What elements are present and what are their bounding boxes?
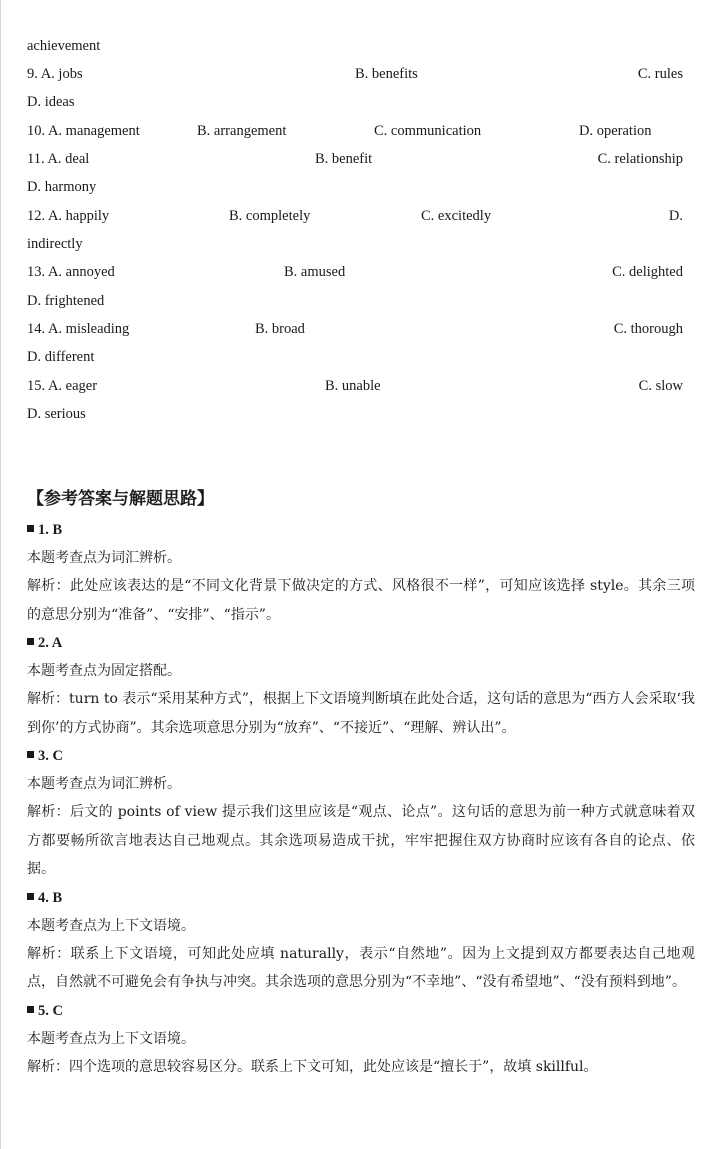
answer-number-text: 4. B	[38, 889, 63, 906]
carry-over-text: achievement	[27, 38, 101, 54]
answer-explanation: 解析：后文的 points of view 提示我们这里应该是“观点、论点”。这句话的意思为前一种方式就意味着双方都要畅所欲言地表达自己地观点。其余选项易造成干扰，牢牢把握住双方协商时应该有各自的论点、依据。	[27, 804, 695, 877]
q10-option-d: D. operation	[579, 123, 652, 139]
answer-explanation: 解析：联系上下文语境，可知此处应填 naturally，表示“自然地”。因为上文提到双方都要表达自己地观点，自然就不可避免会有争执与冲突。其余选项的意思分别为“不幸地”、“没有希望地”、“没有预料到地”。	[27, 945, 695, 990]
question-15-options	[27, 376, 683, 396]
q9-option-b: B. benefits	[355, 66, 418, 82]
q13-option-d: D. frightened	[27, 293, 105, 309]
q12-option-b: B. completely	[229, 208, 311, 224]
q10-option-c: C. communication	[374, 123, 482, 139]
q15-option-c: C. slow	[638, 378, 683, 394]
answer-explanation: 解析：turn to 表示“采用某种方式”，根据上下文语境判断填在此处合适，这句话的意思为“西方人会采取‘我到你’的方式协商”。其余选项意思分别为“放弃”、“不接近”、“理解、辨认出”。	[27, 691, 695, 736]
q11-option-a: 11. A. deal	[27, 151, 90, 167]
q10-option-a: 10. A. management	[27, 123, 140, 139]
q15-option-a: 15. A. eager	[27, 378, 98, 394]
answer-topic: 本题考查点为上下文语境。	[27, 1030, 195, 1047]
answer-topic: 本题考查点为上下文语境。	[27, 917, 195, 934]
answer-item	[27, 742, 695, 884]
q13-option-a: 13. A. annoyed	[27, 264, 115, 280]
bullet-square-icon	[27, 525, 34, 532]
question-9-options	[27, 64, 683, 84]
q9-option-d: D. ideas	[27, 94, 75, 110]
q14-option-b: B. broad	[255, 321, 305, 337]
q12-option-a: 12. A. happily	[27, 208, 110, 224]
answer-item	[27, 629, 695, 742]
bullet-square-icon	[27, 893, 34, 900]
answer-number	[27, 884, 695, 912]
answer-explanation: 解析：此处应该表达的是“不同文化背景下做决定的方式、风格很不一样”，可知应该选择 style。其余三项的意思分别为“准备”、“安排”、“指示”。	[27, 578, 695, 623]
answer-topic: 本题考查点为词汇辨析。	[27, 776, 181, 792]
answer-number-text: 5. C	[38, 1002, 63, 1019]
answer-number	[27, 516, 695, 544]
q15-option-d: D. serious	[27, 406, 86, 422]
q10-option-b: B. arrangement	[197, 123, 287, 139]
question-14-options	[27, 319, 683, 339]
bullet-square-icon	[27, 1006, 34, 1013]
question-10-options	[27, 121, 663, 141]
q12-option-d-label: D.	[668, 208, 683, 224]
q14-option-c: C. thorough	[613, 321, 683, 337]
question-11-options	[27, 149, 683, 169]
q9-option-a: 9. A. jobs	[27, 66, 83, 82]
bullet-square-icon	[27, 638, 34, 645]
answers-list	[27, 516, 695, 1081]
question-13-options	[27, 262, 683, 282]
q11-option-d: D. harmony	[27, 179, 97, 195]
answer-topic: 本题考查点为词汇辨析。	[27, 550, 181, 566]
q13-option-c: C. delighted	[612, 264, 683, 280]
answer-explanation: 解析：四个选项的意思较容易区分。联系上下文可知，此处应该是“擅长于”，故填 skillful。	[27, 1058, 598, 1075]
q14-option-d: D. different	[27, 349, 95, 365]
answer-number-text: 2. A	[38, 635, 63, 651]
answers-heading: 【参考答案与解题思路】	[27, 489, 214, 509]
q15-option-b: B. unable	[325, 378, 381, 394]
answer-number-text: 1. B	[38, 522, 63, 538]
answer-item	[27, 516, 695, 629]
answer-number	[27, 629, 695, 657]
question-12-options	[27, 206, 683, 226]
bullet-square-icon	[27, 751, 34, 758]
answer-topic: 本题考查点为固定搭配。	[27, 663, 181, 679]
q12-option-c: C. excitedly	[421, 208, 492, 224]
q9-option-c: C. rules	[637, 66, 683, 82]
page-left-edge	[0, 0, 1, 1149]
answer-number	[27, 997, 695, 1025]
q14-option-a: 14. A. misleading	[27, 321, 130, 337]
answer-number	[27, 742, 695, 770]
q12-option-d-text: indirectly	[27, 236, 83, 252]
q11-option-b: B. benefit	[315, 151, 373, 167]
answer-item	[27, 997, 695, 1082]
answer-number-text: 3. C	[38, 748, 63, 764]
q13-option-b: B. amused	[284, 264, 346, 280]
answer-item	[27, 884, 695, 997]
q11-option-c: C. relationship	[597, 151, 683, 167]
